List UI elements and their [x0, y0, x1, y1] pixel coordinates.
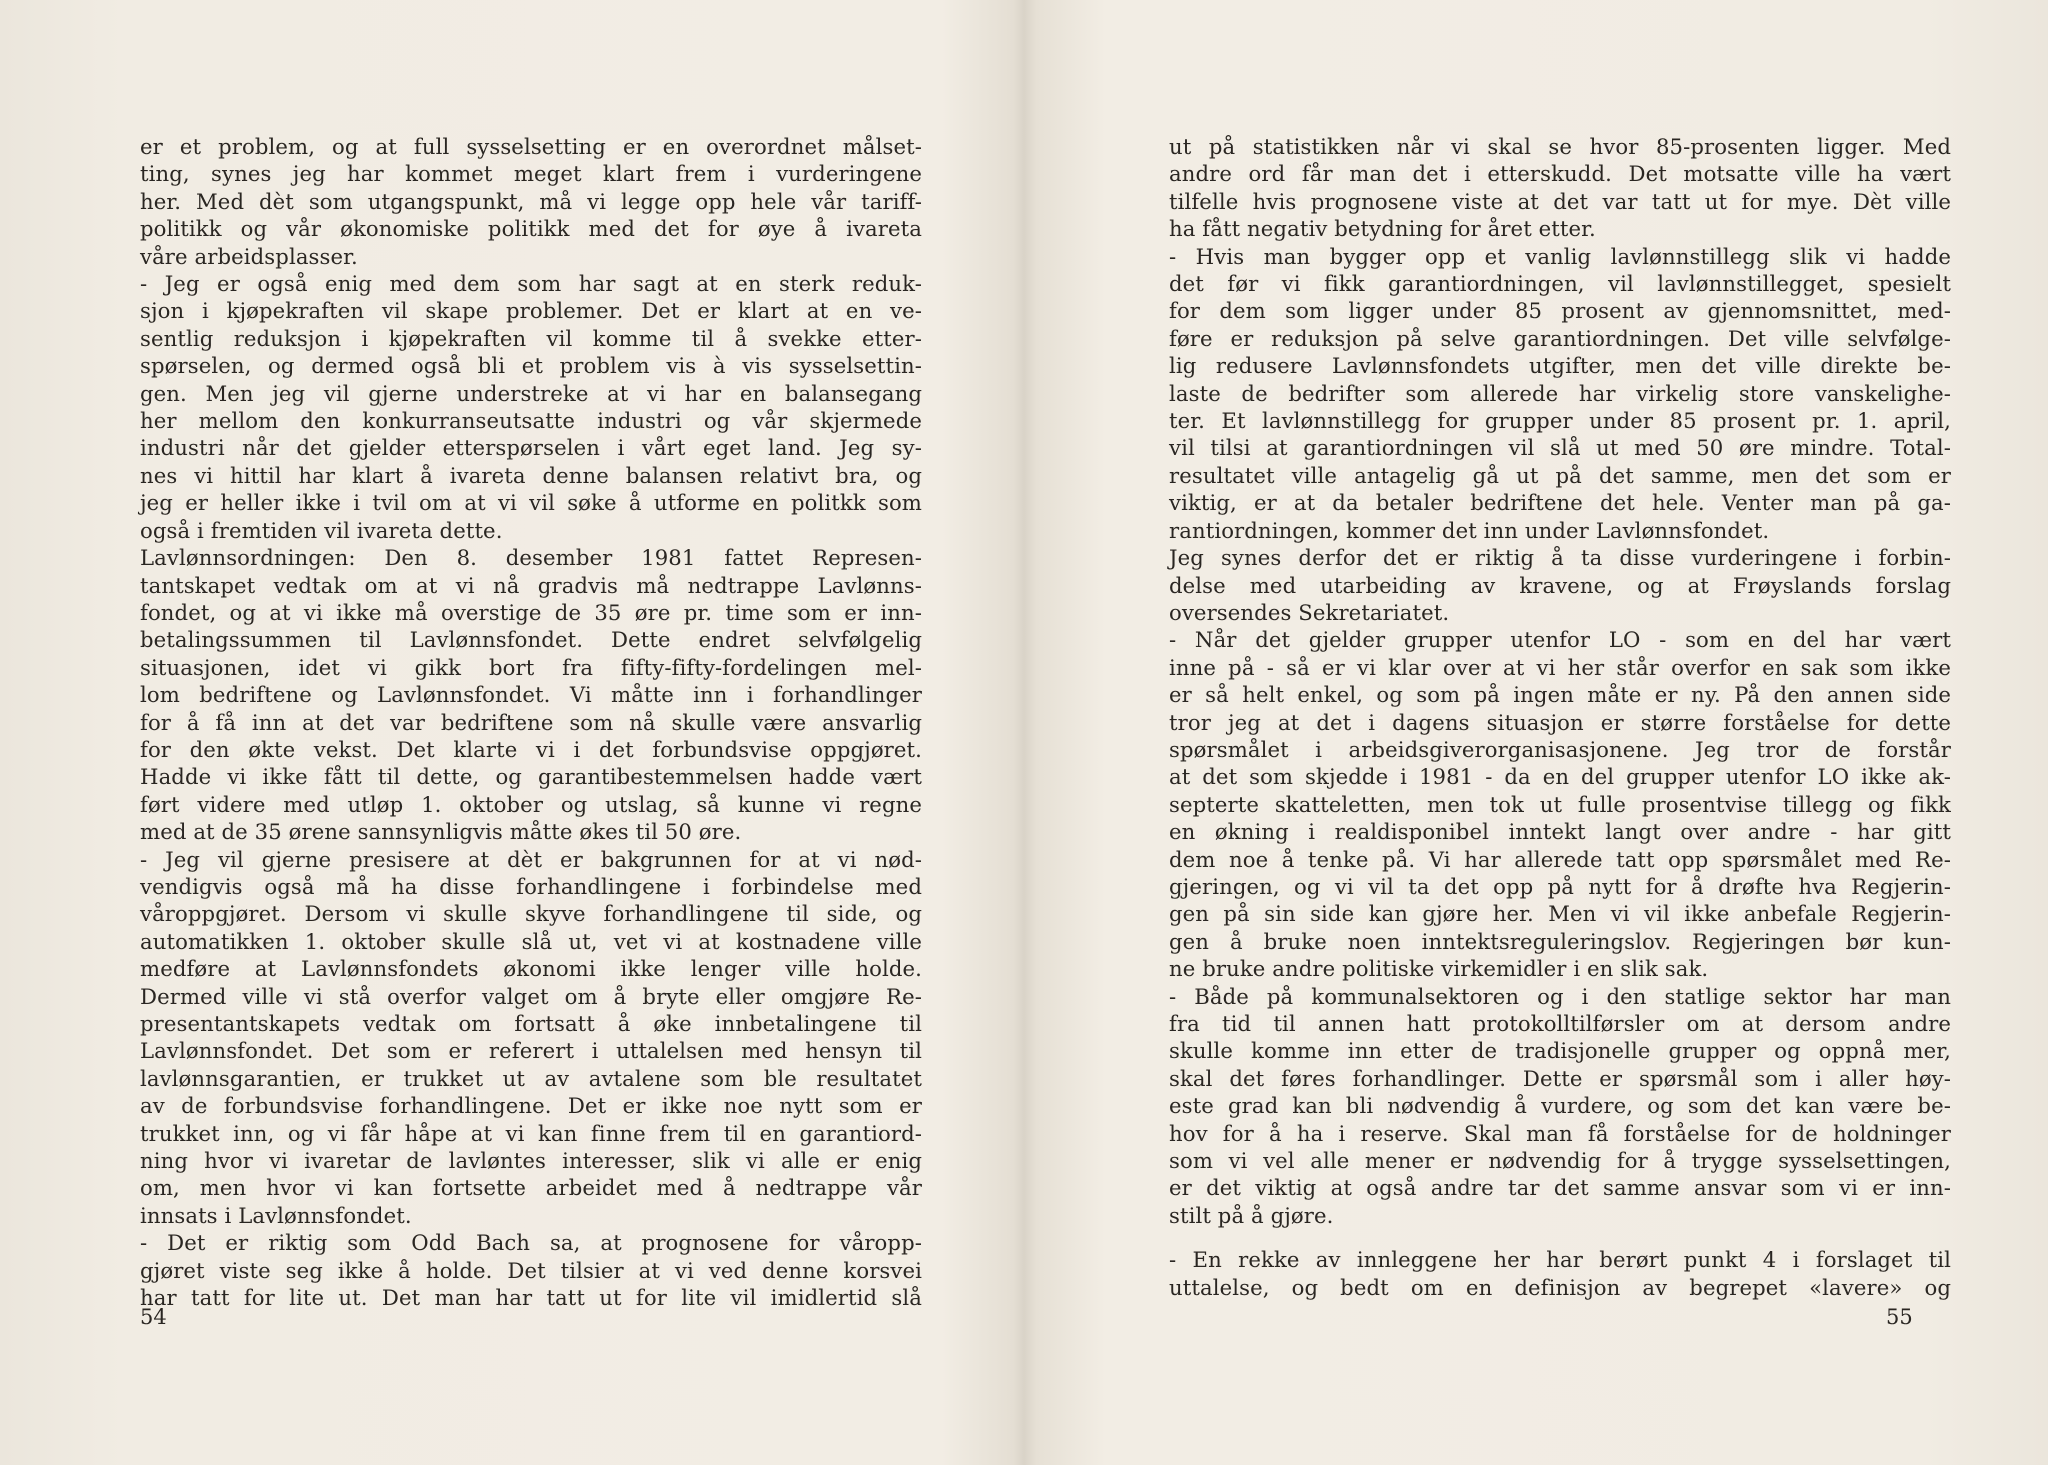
text-line: fra tid til annen hatt protokolltilførsler om at dersom andre: [1169, 1011, 1951, 1036]
text-line: er et problem, og at full sysselsetting er en overordnet målset-: [140, 134, 922, 159]
text-line: spørsmålet i arbeidsgiverorganisasjonene. Jeg tror de forstår: [1169, 736, 1951, 762]
text-line: rantiordningen, kommer det inn under Lavlønnsfondet.: [1169, 517, 1770, 543]
text-line: som vi vel alle mener er nødvendig for å trygge sysselsettingen,: [1169, 1148, 1951, 1174]
text-line: Hadde vi ikke fått til dette, og garantibestemmelsen hadde vært: [140, 764, 922, 790]
text-line: gen på sin side kan gjøre her. Men vi vil ikke anbefale Regjerin-: [1169, 901, 1951, 927]
text-line: ha fått negativ betydning for året etter.: [1169, 216, 1596, 242]
text-line: viktig, er at da betaler bedriftene det hele. Venter man på ga-: [1169, 490, 1951, 516]
text-line: ting, synes jeg har kommet meget klart frem i vurderingene: [140, 161, 922, 187]
text-line: har tatt for lite ut. Det man har tatt ut for lite vil imidlertid slå: [140, 1285, 922, 1311]
text-line: ført videre med utløp 1. oktober og utslag, så kunne vi regne: [140, 791, 922, 817]
page-number: 55: [1886, 1305, 1913, 1329]
text-line: spørselen, og dermed også bli et problem vis à vis sysselsettin-: [140, 353, 922, 379]
text-line: for den økte vekst. Det klarte vi i det forbundsvise oppgjøret.: [140, 736, 922, 762]
text-line: medføre at Lavlønnsfondets økonomi ikke lenger ville holde.: [140, 956, 922, 982]
text-line: - En rekke av innleggene her har berørt punkt 4 i forslaget til: [1169, 1247, 1951, 1273]
text-line: fondet, og at vi ikke må overstige de 35 øre pr. time som er inn-: [140, 599, 922, 625]
text-line: uttalelse, og bedt om en definisjon av begrepet «lavere» og: [1169, 1274, 1951, 1300]
text-line: jeg er heller ikke i tvil om at vi vil søke å utforme en politkk som: [140, 490, 922, 516]
text-line: med at de 35 ørene sannsynligvis måtte økes til 50 øre.: [140, 819, 742, 845]
text-line: av de forbundsvise forhandlingene. Det er ikke noe nytt som er: [140, 1093, 922, 1119]
text-line: Jeg synes derfor det er riktig å ta disse vurderingene i forbin-: [1169, 545, 1951, 571]
text-line: - Det er riktig som Odd Bach sa, at prognosene for våropp-: [140, 1230, 922, 1256]
text-line: oversendes Sekretariatet.: [1169, 599, 1450, 625]
text-line: resultatet ville antagelig gå ut på det samme, men det som er: [1169, 462, 1951, 488]
text-line: lig redusere Lavlønnsfondets utgifter, men det ville direkte be-: [1169, 353, 1951, 379]
text-line: tilfelle hvis prognosene viste at det var tatt ut for mye. Dèt ville: [1169, 188, 1951, 214]
text-line: betalingssummen til Lavlønnsfondet. Dette endret selvfølgelig: [140, 627, 922, 653]
text-line: om, men hvor vi kan fortsette arbeidet med å nedtrappe vår: [140, 1175, 922, 1201]
text-line: ne bruke andre politiske virkemidler i en slik sak.: [1169, 956, 1709, 982]
text-line: også i fremtiden vil ivareta dette.: [140, 517, 503, 543]
text-line: gjøret viste seg ikke å holde. Det tilsier at vi ved denne korsvei: [140, 1257, 922, 1283]
text-line: - Jeg er også enig med dem som har sagt at en sterk reduk-: [140, 271, 922, 297]
text-line: inne på - så er vi klar over at vi her står overfor en sak som ikke: [1169, 654, 1951, 680]
text-line: - Hvis man bygger opp et vanlig lavlønnstillegg slik vi hadde: [1169, 243, 1951, 269]
text-line: vendigvis også må ha disse forhandlingene i forbindelse med: [140, 873, 922, 899]
text-line: gen. Men jeg vil gjerne understreke at vi har en balansegang: [140, 380, 922, 406]
right-page: [1024, 0, 2048, 1465]
text-line: dem noe å tenke på. Vi har allerede tatt opp spørsmålet med Re-: [1169, 846, 1951, 872]
text-line: våroppgjøret. Dersom vi skulle skyve forhandlingene til side, og: [140, 901, 922, 927]
text-line: lavlønnsgarantien, er trukket ut av avtalene som ble resultatet: [140, 1065, 922, 1091]
text-line: er det viktig at også andre tar det samme ansvar som vi er inn-: [1169, 1175, 1951, 1201]
text-line: at det som skjedde i 1981 - da en del grupper utenfor LO ikke ak-: [1169, 764, 1951, 790]
text-line: skal det føres forhandlinger. Dette er spørsmål som i aller høy-: [1169, 1065, 1951, 1091]
text-line: sentlig reduksjon i kjøpekraften vil komme til å svekke etter-: [140, 325, 922, 351]
text-line: lom bedriftene og Lavlønnsfondet. Vi måtte inn i forhandlinger: [140, 682, 922, 708]
text-line: ter. Et lavlønnstillegg for grupper under 85 prosent pr. 1. april,: [1169, 408, 1951, 434]
text-line: - Både på kommunalsektoren og i den statlige sektor har man: [1169, 983, 1951, 1009]
text-line: her mellom den konkurranseutsatte industri og vår skjermede: [140, 408, 922, 434]
text-line: for å få inn at det var bedriftene som nå skulle være ansvarlig: [140, 709, 922, 735]
text-line: her. Med dèt som utgangspunkt, må vi legge opp hele vår tariff-: [140, 188, 922, 214]
text-line: en økning i realdisponibel inntekt langt over andre - har gitt: [1169, 819, 1951, 845]
text-line: andre ord får man det i etterskudd. Det motsatte ville ha vært: [1169, 161, 1951, 187]
text-line: trukket inn, og vi får håpe at vi kan finne frem til en garantiord-: [140, 1120, 922, 1146]
left-page-text: [140, 133, 922, 1311]
text-line: Dermed ville vi stå overfor valget om å bryte eller omgjøre Re-: [140, 983, 922, 1009]
text-line: innsats i Lavlønnsfondet.: [140, 1202, 412, 1228]
text-line: sjon i kjøpekraften vil skape problemer. Det er klart at en ve-: [140, 298, 922, 324]
text-line: er så helt enkel, og som på ingen måte er ny. På den annen side: [1169, 682, 1951, 708]
text-line: for dem som ligger under 85 prosent av gjennomsnittet, med-: [1169, 298, 1951, 324]
text-line: stilt på å gjøre.: [1169, 1202, 1334, 1228]
text-line: septerte skatteletten, men tok ut fulle prosentvise tillegg og fikk: [1169, 791, 1951, 817]
text-line: industri når det gjelder etterspørselen i vårt eget land. Jeg sy-: [140, 435, 922, 461]
text-line: presentantskapets vedtak om fortsatt å øke innbetalingene til: [140, 1011, 922, 1036]
text-line: delse med utarbeiding av kravene, og at Frøyslands forslag: [1169, 572, 1951, 598]
text-line: - Når det gjelder grupper utenfor LO - som en del har vært: [1169, 627, 1951, 653]
text-line: automatikken 1. oktober skulle slå ut, vet vi at kostnadene ville: [140, 928, 922, 954]
page-number: 54: [140, 1305, 167, 1329]
text-line: tantskapet vedtak om at vi nå gradvis må nedtrappe Lavlønns-: [140, 572, 922, 598]
text-line: våre arbeidsplasser.: [140, 243, 358, 269]
text-line: laste de bedrifter som allerede har virkelig store vanskelighe-: [1169, 380, 1951, 406]
text-line: vil tilsi at garantiordningen vil slå ut med 50 øre mindre. Total-: [1169, 435, 1951, 461]
text-line: este grad kan bli nødvendig å vurdere, og som det kan være be-: [1169, 1093, 1951, 1119]
right-page-text: [1169, 133, 1951, 1301]
text-line: situasjonen, idet vi gikk bort fra fifty-fifty-fordelingen mel-: [140, 654, 922, 680]
text-line: ning hvor vi ivaretar de lavløntes interesser, slik vi alle er enig: [140, 1148, 922, 1174]
text-line: Lavlønnsfondet. Det som er referert i uttalelsen med hensyn til: [140, 1038, 922, 1064]
text-line: det før vi fikk garantiordningen, vil lavlønnstillegget, spesielt: [1169, 271, 1951, 297]
text-line: føre er reduksjon på selve garantiordningen. Det ville selvfølge-: [1169, 325, 1951, 351]
text-line: politikk og vår økonomiske politikk med det for øye å ivareta: [140, 216, 922, 242]
text-line: ut på statistikken når vi skal se hvor 85-prosenten ligger. Med: [1169, 134, 1951, 159]
text-line: Lavlønnsordningen: Den 8. desember 1981 fattet Represen-: [140, 545, 922, 571]
text-line: gjeringen, og vi vil ta det opp på nytt for å drøfte hva Regjerin-: [1169, 873, 1951, 899]
text-line: skulle komme inn etter de tradisjonelle grupper og oppnå mer,: [1169, 1038, 1951, 1064]
text-line: hov for å ha i reserve. Skal man få forståelse for de holdninger: [1169, 1120, 1951, 1146]
text-line: gen å bruke noen inntektsreguleringslov. Regjeringen bør kun-: [1169, 928, 1951, 954]
text-line: - Jeg vil gjerne presisere at dèt er bakgrunnen for at vi nød-: [140, 846, 922, 872]
text-line: tror jeg at det i dagens situasjon er større forståelse for dette: [1169, 709, 1951, 735]
text-line: nes vi hittil har klart å ivareta denne balansen relativt bra, og: [140, 462, 922, 488]
